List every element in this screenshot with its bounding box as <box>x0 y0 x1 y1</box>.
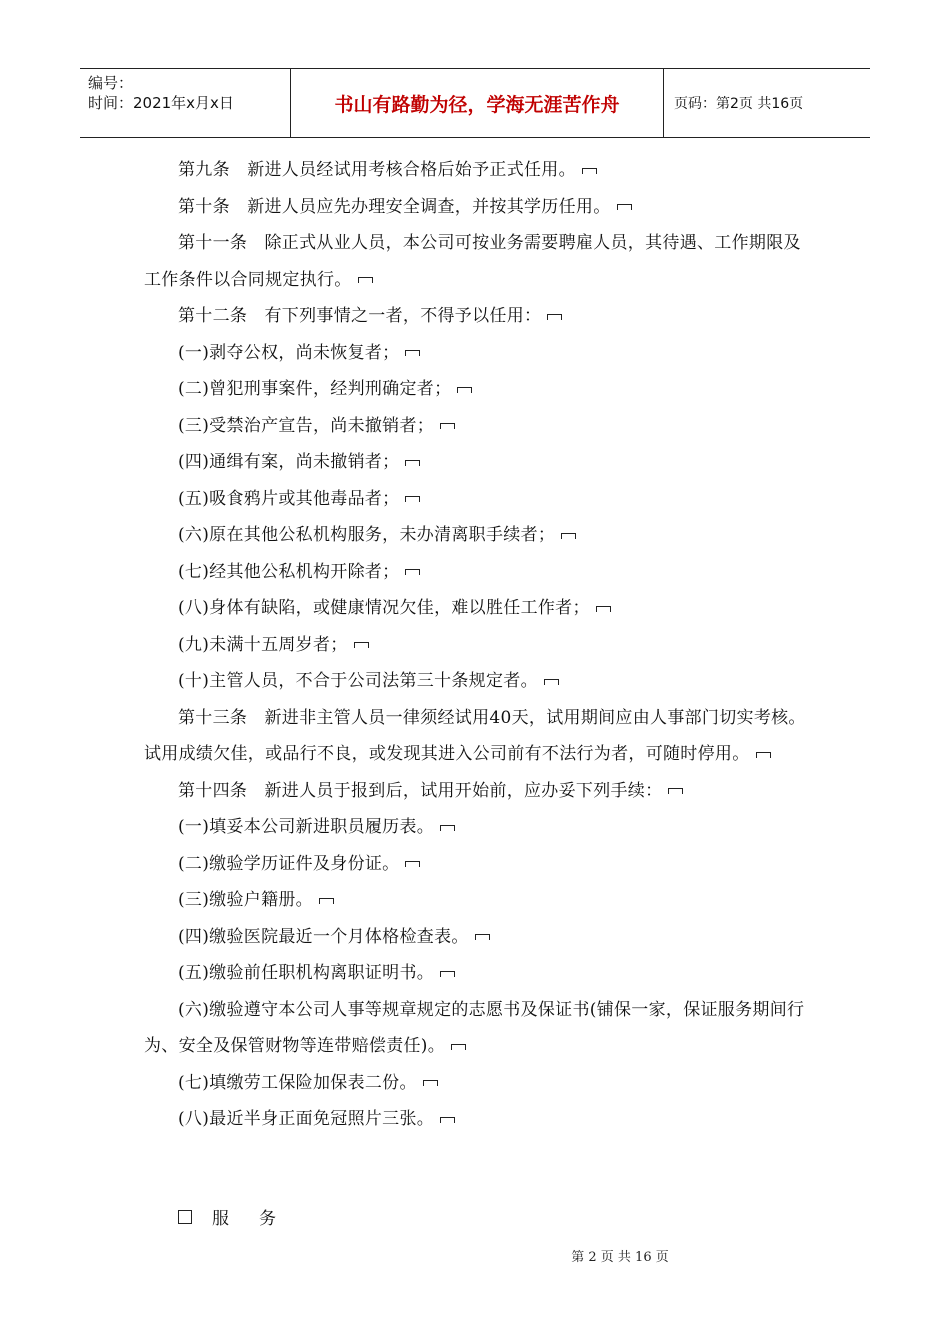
page-header <box>80 68 870 138</box>
list-item: (三)缴验户籍册。 <box>144 882 814 919</box>
article-paragraph: 第十三条 新进非主管人员一律须经试用40天，试用期间应由人事部门切实考核。试用成绩欠佳，或品行不良，或发现其进入公司前有不法行为者，可随时停用。 <box>144 700 814 773</box>
section-heading <box>178 1204 306 1229</box>
list-item: (七)经其他公私机构开除者； <box>144 554 814 591</box>
list-item: (四)通缉有案，尚未撤销者； <box>144 444 814 481</box>
article-paragraph: 第十四条 新进人员于报到后，试用开始前，应办妥下列手续： <box>144 773 814 810</box>
list-item: (四)缴验医院最近一个月体格检查表。 <box>144 919 814 956</box>
list-item: (十)主管人员，不合于公司法第三十条规定者。 <box>144 663 814 700</box>
list-item: (九)未满十五周岁者； <box>144 627 814 664</box>
article-paragraph: 第九条 新进人员经试用考核合格后始予正式任用。 <box>144 152 814 189</box>
date-label: 时间：2021年x月x日 <box>88 94 234 112</box>
header-page-info <box>664 69 870 137</box>
article-paragraph: (六)缴验遵守本公司人事等规章规定的志愿书及保证书(铺保一家，保证服务期间行为、安全及保管财物等连带赔偿责任)。 <box>144 992 814 1065</box>
list-item: (八)身体有缺陷，或健康情况欠佳，难以胜任工作者； <box>144 590 814 627</box>
serial-label: 编号： <box>88 74 134 92</box>
checkbox-square-icon <box>178 1210 192 1224</box>
document-body <box>144 152 814 1138</box>
header-meta <box>80 69 291 137</box>
list-item: (一)剥夺公权，尚未恢复者； <box>144 335 814 372</box>
article-paragraph: 第十条 新进人员应先办理安全调查，并按其学历任用。 <box>144 189 814 226</box>
list-item: (五)吸食鸦片或其他毒品者； <box>144 481 814 518</box>
page-footer <box>0 1246 950 1265</box>
list-item: (二)曾犯刑事案件，经判刑确定者； <box>144 371 814 408</box>
list-item: (五)缴验前任职机构离职证明书。 <box>144 955 814 992</box>
list-item: (二)缴验学历证件及身份证。 <box>144 846 814 883</box>
list-item: (一)填妥本公司新进职员履历表。 <box>144 809 814 846</box>
list-item: (七)填缴劳工保险加保表二份。 <box>144 1065 814 1102</box>
article-paragraph: 第十一条 除正式从业人员，本公司可按业务需要聘雇人员，其待遇、工作期限及工作条件以合同规定执行。 <box>144 225 814 298</box>
list-item: (三)受禁治产宣告，尚未撤销者； <box>144 408 814 445</box>
article-paragraph: 第十二条 有下列事情之一者，不得予以任用： <box>144 298 814 335</box>
list-item: (八)最近半身正面免冠照片三张。 <box>144 1101 814 1138</box>
section-title: 服务 <box>212 1209 306 1229</box>
motto-text: 书山有路勤为径，学海无涯苦作舟 <box>334 93 620 116</box>
footer-page-number: 第 2 页 共 16 页 <box>571 1250 669 1265</box>
header-motto <box>291 69 664 137</box>
page-label: 页码：第2页 共16页 <box>674 96 804 112</box>
list-item: (六)原在其他公私机构服务，未办清离职手续者； <box>144 517 814 554</box>
